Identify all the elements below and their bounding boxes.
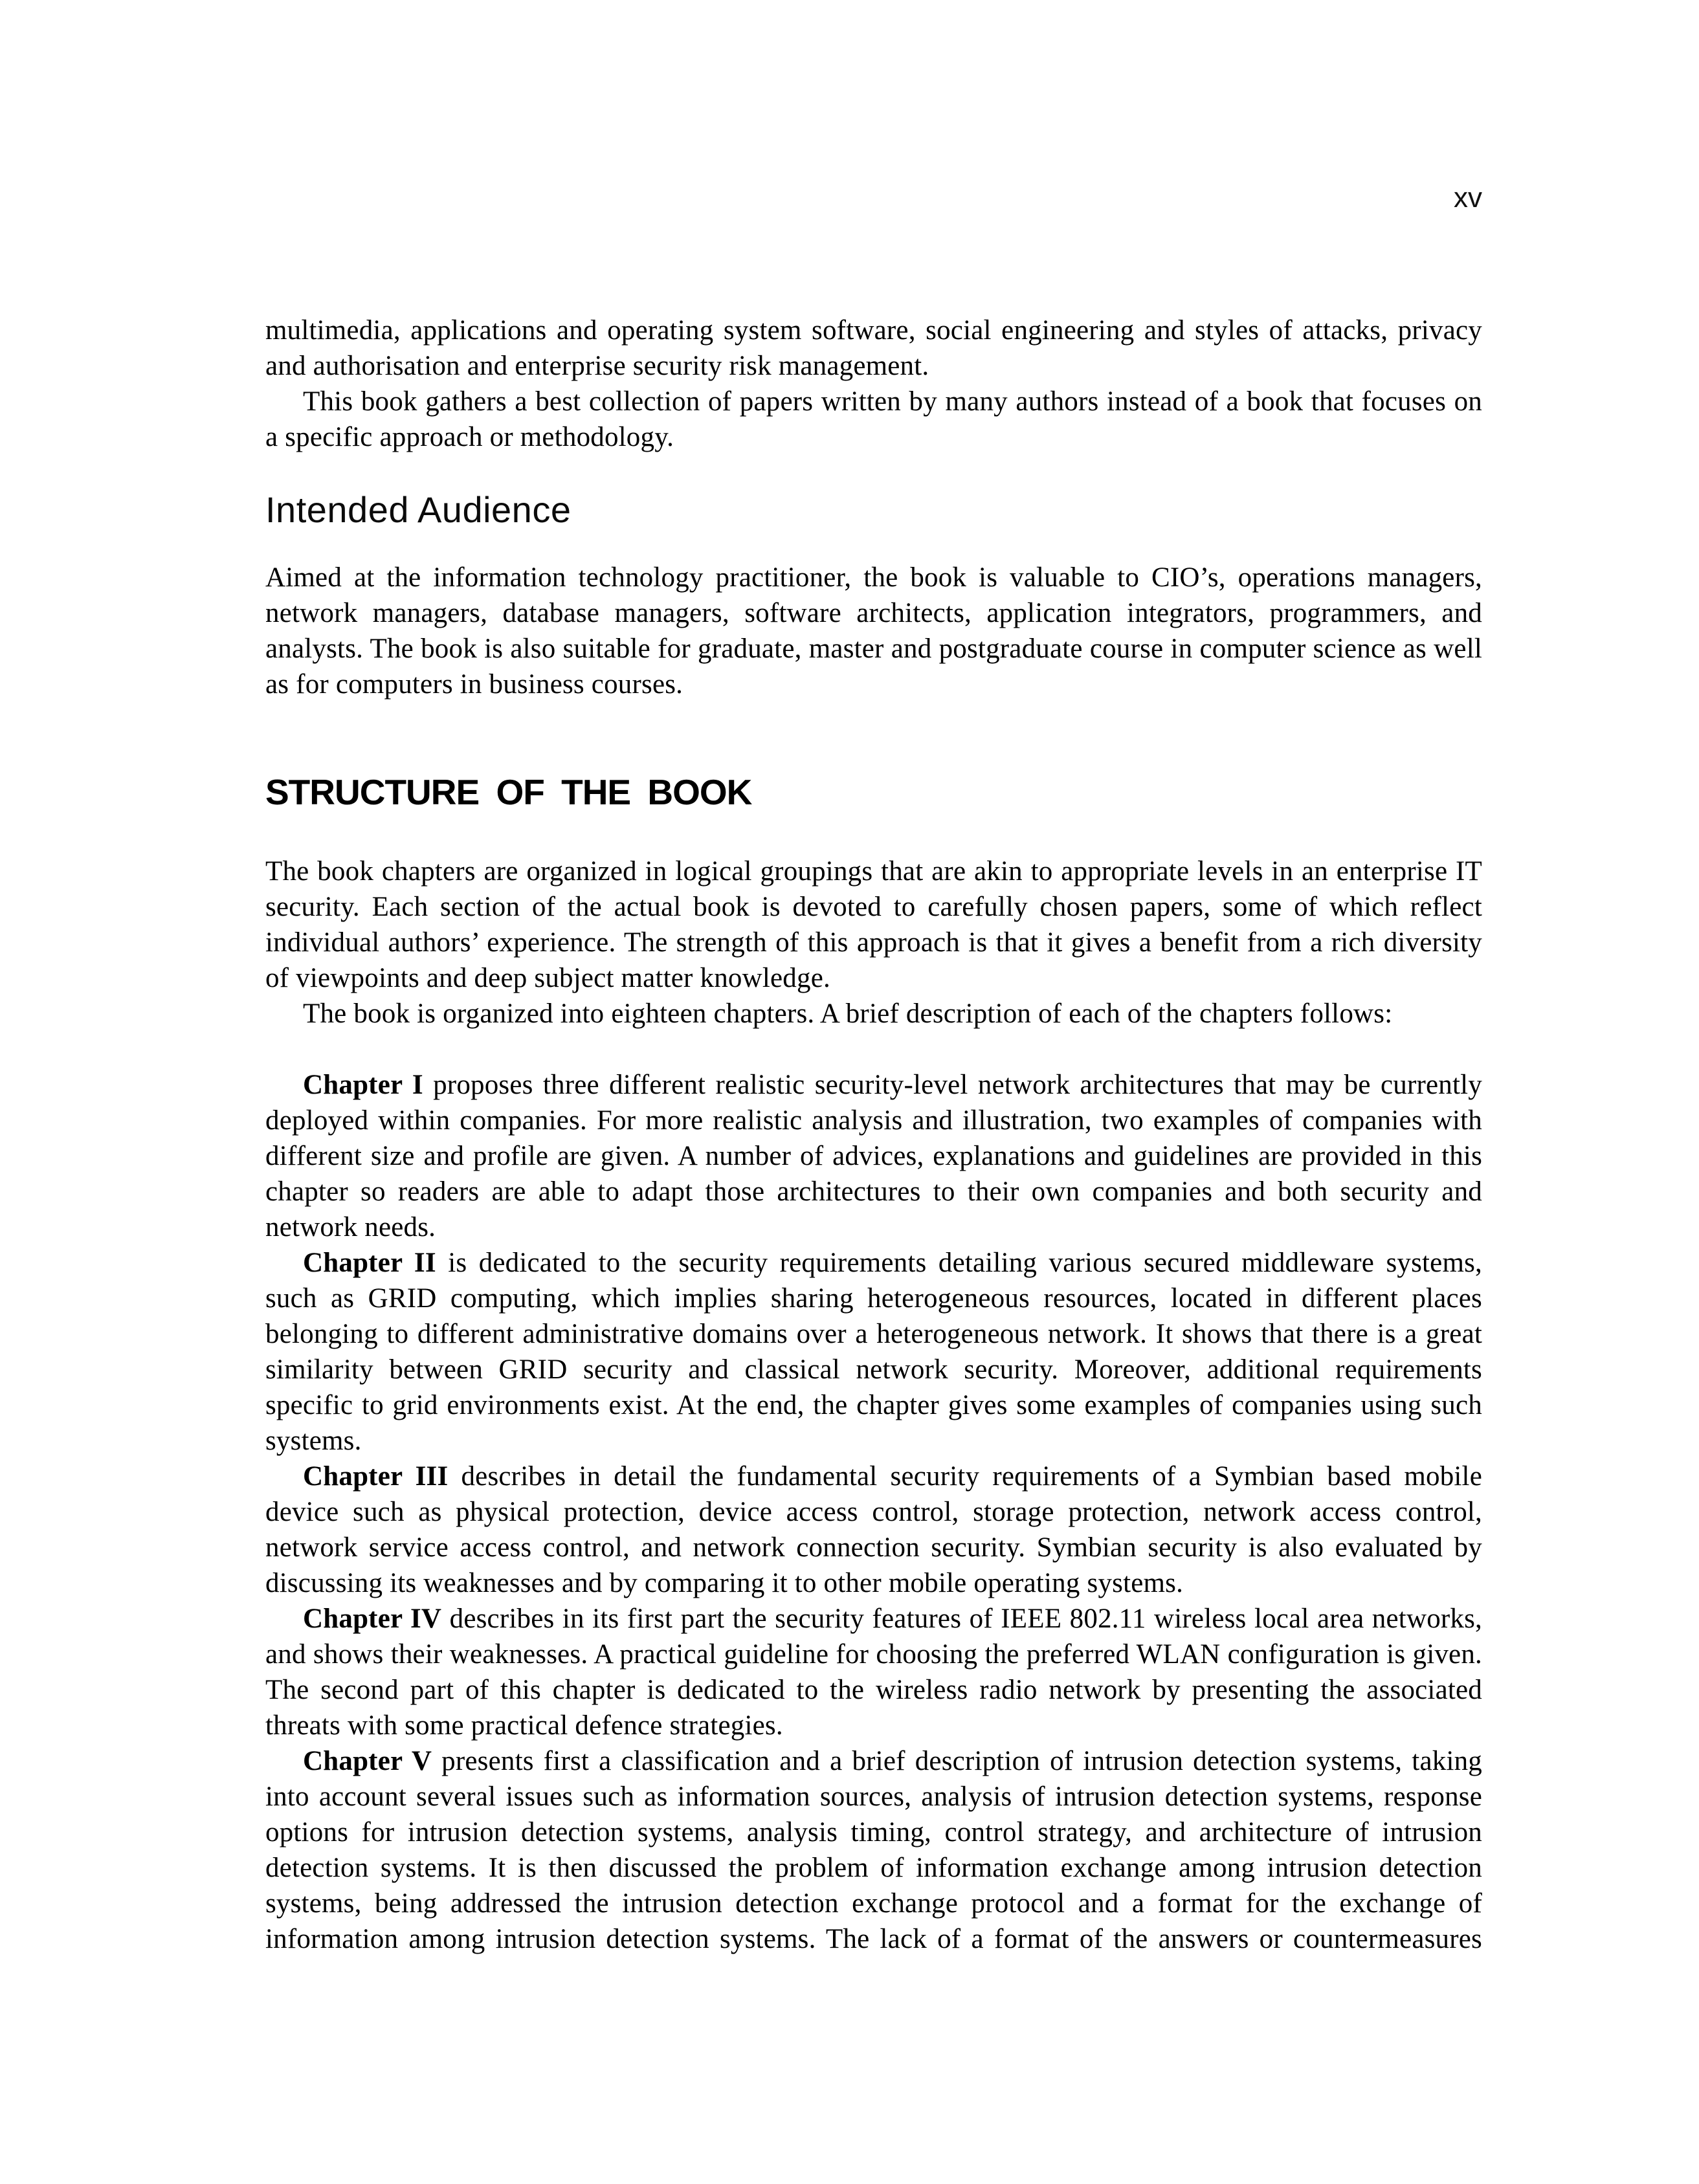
intro-paragraph-2: This book gathers a best collection of papers written by many authors instead of a book that focuses on a specific approach or methodology. [265,386,1482,452]
chapter-4-label: Chapter IV [303,1604,442,1634]
chapter-3-label: Chapter III [303,1461,449,1492]
chapter-2-text: is dedicated to the security requirements detailing various secured middleware systems, such as GRID computing, which implies sharing heterogeneous resources, located in different places belonging to different administrative domains over a heterogeneous network. It shows that there is a great similarity between GRID security and classical network security. Moreover, additional requirements specific to grid environments exist. At the end, the chapter gives some examples of companies using such systems. [265,1248,1482,1456]
chapter-1-text: proposes three different realistic security-level network architectures that may be currently deployed within companies. For more realistic analysis and illustration, two examples of companies with different size and profile are given. A number of advices, explanations and guidelines are provided in this chapter so readers are able to adapt those architectures to their own companies and both security and network needs. [265,1070,1482,1242]
structure-paragraph-1: The book chapters are organized in logical groupings that are akin to appropriate levels in an enterprise IT security. Each section of the actual book is devoted to carefully chosen papers, some of which reflect individual authors’ experience. The strength of this approach is that it gives a benefit from a rich diversity of viewpoints and deep subject matter knowledge. [265,856,1482,993]
page-number: xv [1454,182,1482,214]
chapter-2-label: Chapter II [303,1248,436,1278]
chapter-4-text: describes in its first part the security features of IEEE 802.11 wireless local area networks, and shows their weaknesses. A practical guideline for choosing the preferred WLAN configuration is given. The second part of this chapter is dedicated to the wireless radio network by presenting the associated threats with some practical defence strategies. [265,1604,1482,1741]
chapter-5-paragraph [265,1743,1482,1957]
text-block [265,0,1482,1957]
blank-line-spacer [265,1031,1482,1067]
chapter-2-paragraph [265,1245,1482,1459]
chapter-1-label: Chapter I [303,1070,423,1100]
chapter-5-text: presents first a classification and a brief description of intrusion detection systems, taking into account several issues such as information sources, analysis of intrusion detection systems, response options for intrusion detection systems, analysis timing, control strategy, and architecture of intrusion detection systems. It is then discussed the problem of information exchange among intrusion detection systems, being addressed the intrusion detection exchange protocol and a format for the exchange of information among intrusion detection systems. The lack of a format of the answers or countermeasures [265,1746,1482,1954]
chapter-5-label: Chapter V [303,1746,432,1776]
intended-audience-paragraph: Aimed at the information technology practitioner, the book is valuable to CIO’s, operations managers, network managers, database managers, software architects, application integrators, programmers, and analysts. The book is also suitable for graduate, master and postgraduate course in computer science as well as for computers in business courses. [265,562,1482,700]
chapter-4-paragraph [265,1601,1482,1743]
chapter-3-paragraph [265,1459,1482,1601]
intended-audience-heading: Intended Audience [265,489,572,530]
intro-paragraph-continuation: multimedia, applications and operating system software, social engineering and styles of attacks, privacy and authorisation and enterprise security risk management. [265,315,1482,381]
chapter-3-text: describes in detail the fundamental security requirements of a Symbian based mobile device such as physical protection, device access control, storage protection, network access control, network service access control, and network connection security. Symbian security is also evaluated by discussing its weaknesses and by comparing it to other mobile operating systems. [265,1461,1482,1598]
chapters-intro-paragraph: The book is organized into eighteen chapters. A brief description of each of the chapters follows: [303,998,1393,1029]
chapter-1-paragraph [265,1067,1482,1245]
structure-of-the-book-heading: STRUCTURE OF THE BOOK [265,772,752,812]
